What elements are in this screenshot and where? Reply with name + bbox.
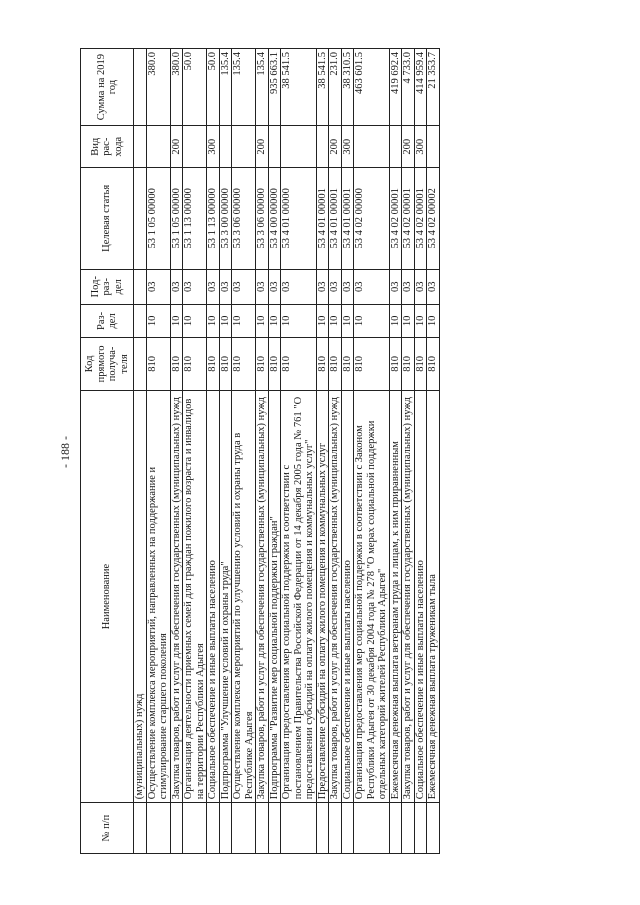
col-header-recipient-code: Код прямого получа-теля bbox=[81, 337, 134, 390]
cell-num bbox=[402, 803, 415, 854]
table-row bbox=[329, 49, 342, 854]
cell-target-article: 53 4 02 00001 bbox=[414, 168, 427, 269]
cell-subsection: 03 bbox=[268, 269, 281, 304]
cell-num bbox=[414, 803, 427, 854]
cell-num bbox=[183, 803, 207, 854]
rotated-document-page bbox=[50, 42, 590, 862]
cell-name: Подпрограмма "Улучшение условий и охраны труда" bbox=[219, 390, 232, 802]
cell-name: Социальное обеспечение и иные выплаты населению bbox=[207, 390, 220, 802]
cell-sum: 21 353.7 bbox=[427, 49, 440, 126]
cell-section: 10 bbox=[402, 304, 415, 337]
cell-expense-type: 300 bbox=[207, 126, 220, 168]
cell-section: 10 bbox=[329, 304, 342, 337]
cell-section bbox=[134, 304, 147, 337]
cell-num bbox=[281, 803, 317, 854]
cell-num bbox=[341, 803, 354, 854]
cell-name: Осуществление комплекса мероприятий, направленных на поддержание и стимулирование старшего поколения bbox=[146, 390, 170, 802]
cell-sum: 50.0 bbox=[183, 49, 207, 126]
table-row bbox=[146, 49, 170, 854]
cell-recipient-code: 810 bbox=[256, 337, 269, 390]
cell-recipient-code: 810 bbox=[281, 337, 317, 390]
cell-target-article: 53 3 06 00000 bbox=[256, 168, 269, 269]
cell-name: Социальное обеспечение и иные выплаты населению bbox=[341, 390, 354, 802]
cell-name: Осуществление комплекса мероприятий по улучшению условий и охраны труда в Республике Адыгея bbox=[232, 390, 256, 802]
cell-sum: 380.0 bbox=[170, 49, 183, 126]
cell-target-article: 53 1 13 00000 bbox=[207, 168, 220, 269]
cell-expense-type bbox=[389, 126, 402, 168]
cell-target-article: 53 4 01 00000 bbox=[281, 168, 317, 269]
cell-sum: 38 541.5 bbox=[316, 49, 329, 126]
cell-num bbox=[134, 803, 147, 854]
cell-section: 10 bbox=[389, 304, 402, 337]
cell-expense-type bbox=[268, 126, 281, 168]
cell-sum: 414 959.4 bbox=[414, 49, 427, 126]
cell-section: 10 bbox=[354, 304, 390, 337]
cell-section: 10 bbox=[281, 304, 317, 337]
table-row bbox=[389, 49, 402, 854]
cell-expense-type bbox=[354, 126, 390, 168]
cell-recipient-code: 810 bbox=[354, 337, 390, 390]
cell-section: 10 bbox=[170, 304, 183, 337]
cell-expense-type bbox=[183, 126, 207, 168]
cell-name: Организация предоставления мер социальной поддержки в соответствии с постановлением Правительства Российской Федерации от 14 декабря 2005 года № 761 "О предоставлении субсидий на оплату жилого помещения и коммунальных услуг" bbox=[281, 390, 317, 802]
table-row bbox=[134, 49, 147, 854]
cell-target-article: 53 4 02 00001 bbox=[402, 168, 415, 269]
cell-target-article: 53 1 13 00000 bbox=[183, 168, 207, 269]
cell-recipient-code: 810 bbox=[389, 337, 402, 390]
cell-recipient-code: 810 bbox=[402, 337, 415, 390]
cell-sum: 135.4 bbox=[219, 49, 232, 126]
cell-sum: 935 663.1 bbox=[268, 49, 281, 126]
cell-subsection: 03 bbox=[219, 269, 232, 304]
cell-name: Организация деятельности приемных семей для граждан пожилого возраста и инвалидов на территории Республики Адыгея bbox=[183, 390, 207, 802]
page-number: - 188 - bbox=[58, 436, 72, 468]
cell-subsection: 03 bbox=[170, 269, 183, 304]
table-row bbox=[281, 49, 317, 854]
cell-section: 10 bbox=[146, 304, 170, 337]
cell-name: Закупка товаров, работ и услуг для обеспечения государственных (муниципальных) нужд bbox=[170, 390, 183, 802]
col-header-sum-2019: Сумма на 2019 год bbox=[81, 49, 134, 126]
cell-name: Подпрограмма "Развитие мер социальной поддержки граждан" bbox=[268, 390, 281, 802]
table-row bbox=[268, 49, 281, 854]
cell-num bbox=[219, 803, 232, 854]
cell-recipient-code: 810 bbox=[329, 337, 342, 390]
cell-expense-type bbox=[232, 126, 256, 168]
table-row bbox=[354, 49, 390, 854]
table-row bbox=[341, 49, 354, 854]
col-header-subsection: Под-раз-дел bbox=[81, 269, 134, 304]
cell-recipient-code bbox=[134, 337, 147, 390]
cell-name: Ежемесячная денежная выплата ветеранам труда и лицам, к ним приравненным bbox=[389, 390, 402, 802]
cell-name: Закупка товаров, работ и услуг для обеспечения государственных (муниципальных) нужд bbox=[402, 390, 415, 802]
cell-target-article: 53 4 01 00001 bbox=[341, 168, 354, 269]
cell-expense-type: 200 bbox=[329, 126, 342, 168]
cell-num bbox=[329, 803, 342, 854]
cell-sum: 135.4 bbox=[232, 49, 256, 126]
cell-target-article bbox=[134, 168, 147, 269]
cell-section: 10 bbox=[256, 304, 269, 337]
cell-num bbox=[354, 803, 390, 854]
table-row bbox=[427, 49, 440, 854]
cell-target-article: 53 1 05 00000 bbox=[170, 168, 183, 269]
cell-target-article: 53 4 02 00000 bbox=[354, 168, 390, 269]
cell-recipient-code: 810 bbox=[427, 337, 440, 390]
cell-sum: 38 541.5 bbox=[281, 49, 317, 126]
cell-expense-type: 300 bbox=[341, 126, 354, 168]
cell-num bbox=[146, 803, 170, 854]
cell-name: (муниципальных) нужд bbox=[134, 390, 147, 802]
cell-subsection bbox=[134, 269, 147, 304]
cell-num bbox=[427, 803, 440, 854]
cell-subsection: 03 bbox=[256, 269, 269, 304]
cell-expense-type bbox=[219, 126, 232, 168]
cell-expense-type: 300 bbox=[414, 126, 427, 168]
cell-section: 10 bbox=[207, 304, 220, 337]
table-row bbox=[183, 49, 207, 854]
cell-section: 10 bbox=[219, 304, 232, 337]
cell-name: Социальное обеспечение и иные выплаты населению bbox=[414, 390, 427, 802]
cell-recipient-code: 810 bbox=[316, 337, 329, 390]
cell-section: 10 bbox=[183, 304, 207, 337]
col-header-name: Наименование bbox=[81, 390, 134, 802]
cell-name: Организация предоставления мер социальной поддержки в соответствии с Законом Республики Адыгея от 30 декабря 2004 года № 278 "О мерах социальной поддержки отдельных категорий жителей Республики Адыгея" bbox=[354, 390, 390, 802]
col-header-num: № п/п bbox=[81, 803, 134, 854]
cell-expense-type bbox=[134, 126, 147, 168]
cell-subsection: 03 bbox=[402, 269, 415, 304]
cell-target-article: 53 4 00 00000 bbox=[268, 168, 281, 269]
cell-subsection: 03 bbox=[207, 269, 220, 304]
cell-sum: 231.0 bbox=[329, 49, 342, 126]
cell-expense-type bbox=[146, 126, 170, 168]
cell-subsection: 03 bbox=[341, 269, 354, 304]
cell-recipient-code: 810 bbox=[170, 337, 183, 390]
cell-expense-type: 200 bbox=[402, 126, 415, 168]
cell-sum: 419 692.4 bbox=[389, 49, 402, 126]
cell-section: 10 bbox=[316, 304, 329, 337]
cell-num bbox=[268, 803, 281, 854]
cell-recipient-code: 810 bbox=[414, 337, 427, 390]
cell-subsection: 03 bbox=[354, 269, 390, 304]
cell-subsection: 03 bbox=[414, 269, 427, 304]
cell-name: Закупка товаров, работ и услуг для обеспечения государственных (муниципальных) нужд bbox=[329, 390, 342, 802]
cell-sum: 380.0 bbox=[146, 49, 170, 126]
table-header-row bbox=[81, 49, 134, 854]
cell-section: 10 bbox=[232, 304, 256, 337]
table-body bbox=[134, 49, 440, 854]
cell-name: Предоставление субсидий на оплату жилого помещения и коммунальных услуг bbox=[316, 390, 329, 802]
cell-recipient-code: 810 bbox=[341, 337, 354, 390]
table-row bbox=[414, 49, 427, 854]
cell-name: Ежемесячная денежная выплата труженикам тыла bbox=[427, 390, 440, 802]
cell-target-article: 53 3 00 00000 bbox=[219, 168, 232, 269]
cell-recipient-code: 810 bbox=[183, 337, 207, 390]
table-row bbox=[256, 49, 269, 854]
table-row bbox=[207, 49, 220, 854]
table-row bbox=[316, 49, 329, 854]
cell-target-article: 53 4 01 00001 bbox=[316, 168, 329, 269]
cell-sum: 4 733.0 bbox=[402, 49, 415, 126]
cell-recipient-code: 810 bbox=[219, 337, 232, 390]
cell-recipient-code: 810 bbox=[146, 337, 170, 390]
cell-sum: 463 601.5 bbox=[354, 49, 390, 126]
cell-num bbox=[232, 803, 256, 854]
cell-expense-type bbox=[316, 126, 329, 168]
cell-recipient-code: 810 bbox=[207, 337, 220, 390]
cell-expense-type: 200 bbox=[256, 126, 269, 168]
col-header-expense-type: Вид рас-хода bbox=[81, 126, 134, 168]
cell-subsection: 03 bbox=[316, 269, 329, 304]
cell-num bbox=[389, 803, 402, 854]
cell-sum: 135.4 bbox=[256, 49, 269, 126]
cell-target-article: 53 1 05 00000 bbox=[146, 168, 170, 269]
cell-target-article: 53 4 02 00002 bbox=[427, 168, 440, 269]
cell-num bbox=[170, 803, 183, 854]
cell-target-article: 53 3 06 00000 bbox=[232, 168, 256, 269]
table-row bbox=[232, 49, 256, 854]
cell-num bbox=[256, 803, 269, 854]
table-row bbox=[219, 49, 232, 854]
cell-recipient-code: 810 bbox=[268, 337, 281, 390]
cell-subsection: 03 bbox=[232, 269, 256, 304]
cell-sum bbox=[134, 49, 147, 126]
cell-sum: 50.0 bbox=[207, 49, 220, 126]
col-header-target-article: Целевая статья bbox=[81, 168, 134, 269]
cell-num bbox=[207, 803, 220, 854]
cell-target-article: 53 4 01 00001 bbox=[329, 168, 342, 269]
cell-section: 10 bbox=[341, 304, 354, 337]
cell-expense-type bbox=[427, 126, 440, 168]
table-row bbox=[170, 49, 183, 854]
cell-subsection: 03 bbox=[427, 269, 440, 304]
cell-section: 10 bbox=[414, 304, 427, 337]
cell-subsection: 03 bbox=[146, 269, 170, 304]
cell-expense-type bbox=[281, 126, 317, 168]
cell-expense-type: 200 bbox=[170, 126, 183, 168]
cell-subsection: 03 bbox=[183, 269, 207, 304]
col-header-section: Раз-дел bbox=[81, 304, 134, 337]
cell-subsection: 03 bbox=[389, 269, 402, 304]
cell-section: 10 bbox=[268, 304, 281, 337]
cell-section: 10 bbox=[427, 304, 440, 337]
cell-name: Закупка товаров, работ и услуг для обеспечения государственных (муниципальных) нужд bbox=[256, 390, 269, 802]
cell-recipient-code: 810 bbox=[232, 337, 256, 390]
cell-subsection: 03 bbox=[281, 269, 317, 304]
cell-subsection: 03 bbox=[329, 269, 342, 304]
cell-sum: 38 310.5 bbox=[341, 49, 354, 126]
cell-target-article: 53 4 02 00001 bbox=[389, 168, 402, 269]
table-row bbox=[402, 49, 415, 854]
cell-num bbox=[316, 803, 329, 854]
budget-table bbox=[80, 48, 440, 854]
